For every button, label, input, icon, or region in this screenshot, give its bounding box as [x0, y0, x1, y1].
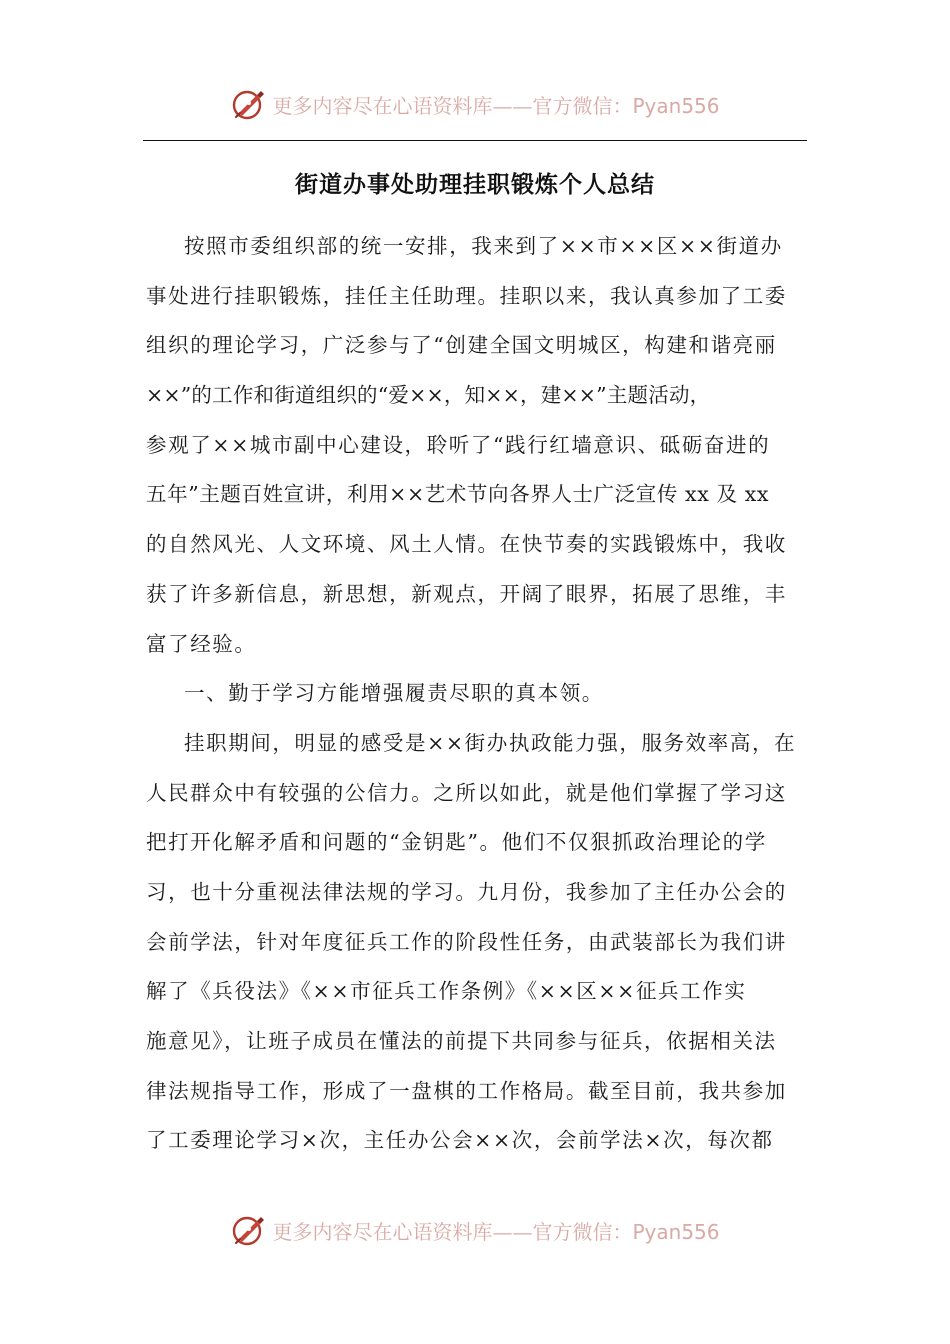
text-line: 了工委理论学习×次，主任办公会××次，会前学法×次，每次都: [146, 1128, 774, 1153]
banner-wechat-id: Pyan556: [632, 93, 720, 118]
banner-wechat-label: 官方微信：: [532, 1219, 633, 1244]
banner-site-name: 更多内容尽在心语资料库: [272, 1219, 493, 1244]
banner-wechat-id: Pyan556: [632, 1219, 720, 1244]
text-line: 的自然风光、人文环境、风土人情。在快节奏的实践锻炼中，我收: [146, 532, 787, 557]
text-line: 会前学法，针对年度征兵工作的阶段性任务，由武装部长为我们讲: [146, 929, 787, 954]
text-line: 习，也十分重视法律法规的学习。九月份，我参加了主任办公会的: [146, 879, 787, 904]
banner-separator: ——: [492, 93, 533, 118]
banner-separator: ——: [492, 1219, 533, 1244]
footer-banner: [0, 1208, 950, 1252]
pen-nib-seal-icon: [230, 1212, 266, 1248]
text-line: 参观了××城市副中心建设，聆听了“践行红墙意识、砥砺奋进的: [146, 432, 771, 457]
text-line: 按照市委组织部的统一安排，我来到了××市××区××街道办: [184, 234, 783, 258]
text-line: 五年”主题百姓宣讲，利用××艺术节向各界人士广泛宣传 xx 及 xx: [146, 482, 770, 507]
header-divider: [143, 140, 807, 141]
text-line: 挂职期间，明显的感受是××街办执政能力强，服务效率高，在: [184, 730, 797, 755]
text-line: 获了许多新信息，新思想，新观点，开阔了眼界，拓展了思维，丰: [146, 581, 787, 606]
text-line: 解了《兵役法》《××市征兵工作条例》《××区××征兵工作实: [146, 979, 747, 1004]
text-line: 组织的理论学习，广泛参与了“创建全国文明城区，构建和谐亮丽: [146, 333, 777, 358]
text-line: 事处进行挂职锻炼，挂任主任助理。挂职以来，我认真参加了工委: [146, 283, 787, 308]
text-line: 把打开化解矛盾和问题的“金钥匙”。他们不仅狠抓政治理论的学: [146, 830, 767, 855]
document-body: [146, 222, 808, 1166]
pen-nib-seal-icon: [230, 86, 266, 122]
text-line: 富了经验。: [146, 631, 257, 656]
header-banner: [0, 82, 950, 126]
text-line: 人民群众中有较强的公信力。之所以如此，就是他们掌握了学习这: [146, 780, 787, 805]
document-title: 街道办事处助理挂职锻炼个人总结: [295, 171, 655, 198]
section-heading: 一、勤于学习方能增强履责尽职的真本领。: [184, 681, 604, 706]
text-line: 施意见》，让班子成员在懂法的前提下共同参与征兵，依据相关法: [146, 1029, 777, 1053]
text-line: ××”的工作和街道组织的“爱××，知××，建××”主题活动，: [146, 383, 711, 408]
banner-site-name: 更多内容尽在心语资料库: [272, 93, 493, 118]
banner-wechat-label: 官方微信：: [532, 93, 633, 118]
text-line: 律法规指导工作，形成了一盘棋的工作格局。截至目前，我共参加: [146, 1078, 787, 1103]
